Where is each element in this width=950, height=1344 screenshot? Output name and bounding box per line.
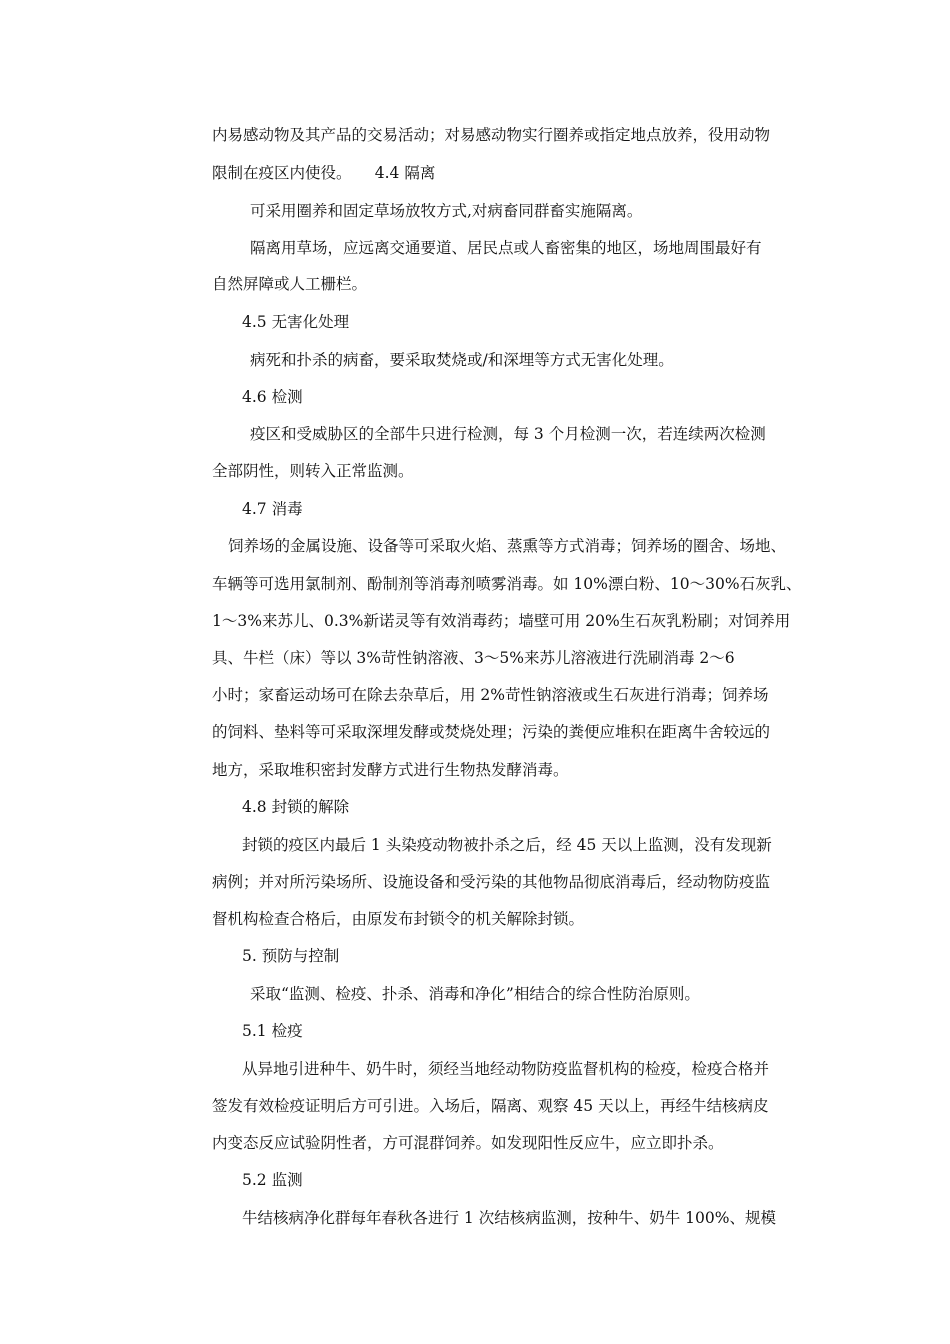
section-heading: 4.5 无害化处理 bbox=[242, 313, 350, 331]
section-heading: 5.2 监测 bbox=[242, 1171, 303, 1189]
text-line: 自然屏障或人工栅栏。 bbox=[212, 275, 368, 293]
text-line: 地方，采取堆积密封发酵方式进行生物热发酵消毒。 bbox=[212, 761, 569, 779]
section-heading: 5. 预防与控制 bbox=[242, 947, 340, 965]
text-line: 饲养场的金属设施、设备等可采取火焰、蒸熏等方式消毒；饲养场的圈舍、场地、 bbox=[228, 537, 787, 555]
text-line: 牛结核病净化群每年春秋各进行 1 次结核病监测，按种牛、奶牛 100%、规模 bbox=[242, 1209, 776, 1227]
text-line: 1～3%来苏儿、0.3%新诺灵等有效消毒药；墙壁可用 20%生石灰乳粉刷；对饲养用 bbox=[212, 612, 791, 630]
text-line: 内易感动物及其产品的交易活动；对易感动物实行圈养或指定地点放养，役用动物 bbox=[212, 126, 771, 144]
text-line: 从异地引进种牛、奶牛时，须经当地经动物防疫监督机构的检疫，检疫合格并 bbox=[242, 1060, 770, 1078]
text-line: 疫区和受威胁区的全部牛只进行检测，每 3 个月检测一次，若连续两次检测 bbox=[250, 425, 766, 443]
text-line: 全部阴性，则转入正常监测。 bbox=[212, 462, 414, 480]
text-line: 封锁的疫区内最后 1 头染疫动物被扑杀之后，经 45 天以上监测，没有发现新 bbox=[242, 836, 772, 854]
text-line: 的饲料、垫料等可采取深埋发酵或焚烧处理；污染的粪便应堆积在距离牛舍较远的 bbox=[212, 723, 771, 741]
text-line: 签发有效检疫证明后方可引进。入场后，隔离、观察 45 天以上，再经牛结核病皮 bbox=[212, 1097, 769, 1115]
text-line: 具、牛栏（床）等以 3%苛性钠溶液、3～5%来苏儿溶液进行洗刷消毒 2～6 bbox=[212, 649, 735, 667]
text-line: 督机构检查合格后，由原发布封锁令的机关解除封锁。 bbox=[212, 910, 585, 928]
section-heading: 5.1 检疫 bbox=[242, 1022, 303, 1040]
text-line: 隔离用草场，应远离交通要道、居民点或人畜密集的地区，场地周围最好有 bbox=[250, 239, 762, 257]
text-line: 小时；家畜运动场可在除去杂草后，用 2%苛性钠溶液或生石灰进行消毒；饲养场 bbox=[212, 686, 769, 704]
section-heading: 4.8 封锁的解除 bbox=[242, 798, 350, 816]
text-line: 病例；并对所污染场所、设施设备和受污染的其他物品彻底消毒后，经动物防疫监 bbox=[212, 873, 771, 891]
section-heading: 4.7 消毒 bbox=[242, 500, 303, 518]
text-line: 内变态反应试验阴性者，方可混群饲养。如发现阳性反应牛，应立即扑杀。 bbox=[212, 1134, 724, 1152]
text-line: 病死和扑杀的病畜，要采取焚烧或/和深埋等方式无害化处理。 bbox=[250, 351, 674, 369]
text-line: 车辆等可选用氯制剂、酚制剂等消毒剂喷雾消毒。如 10%漂白粉、10～30%石灰乳、 bbox=[212, 575, 802, 593]
text-line: 限制在疫区内使役。 4.4 隔离 bbox=[212, 164, 436, 182]
text-line: 采取“监测、检疫、扑杀、消毒和净化”相结合的综合性防治原则。 bbox=[250, 985, 700, 1003]
section-heading: 4.6 检测 bbox=[242, 388, 303, 406]
text-line: 可采用圈养和固定草场放牧方式,对病畜同群畜实施隔离。 bbox=[250, 202, 643, 220]
